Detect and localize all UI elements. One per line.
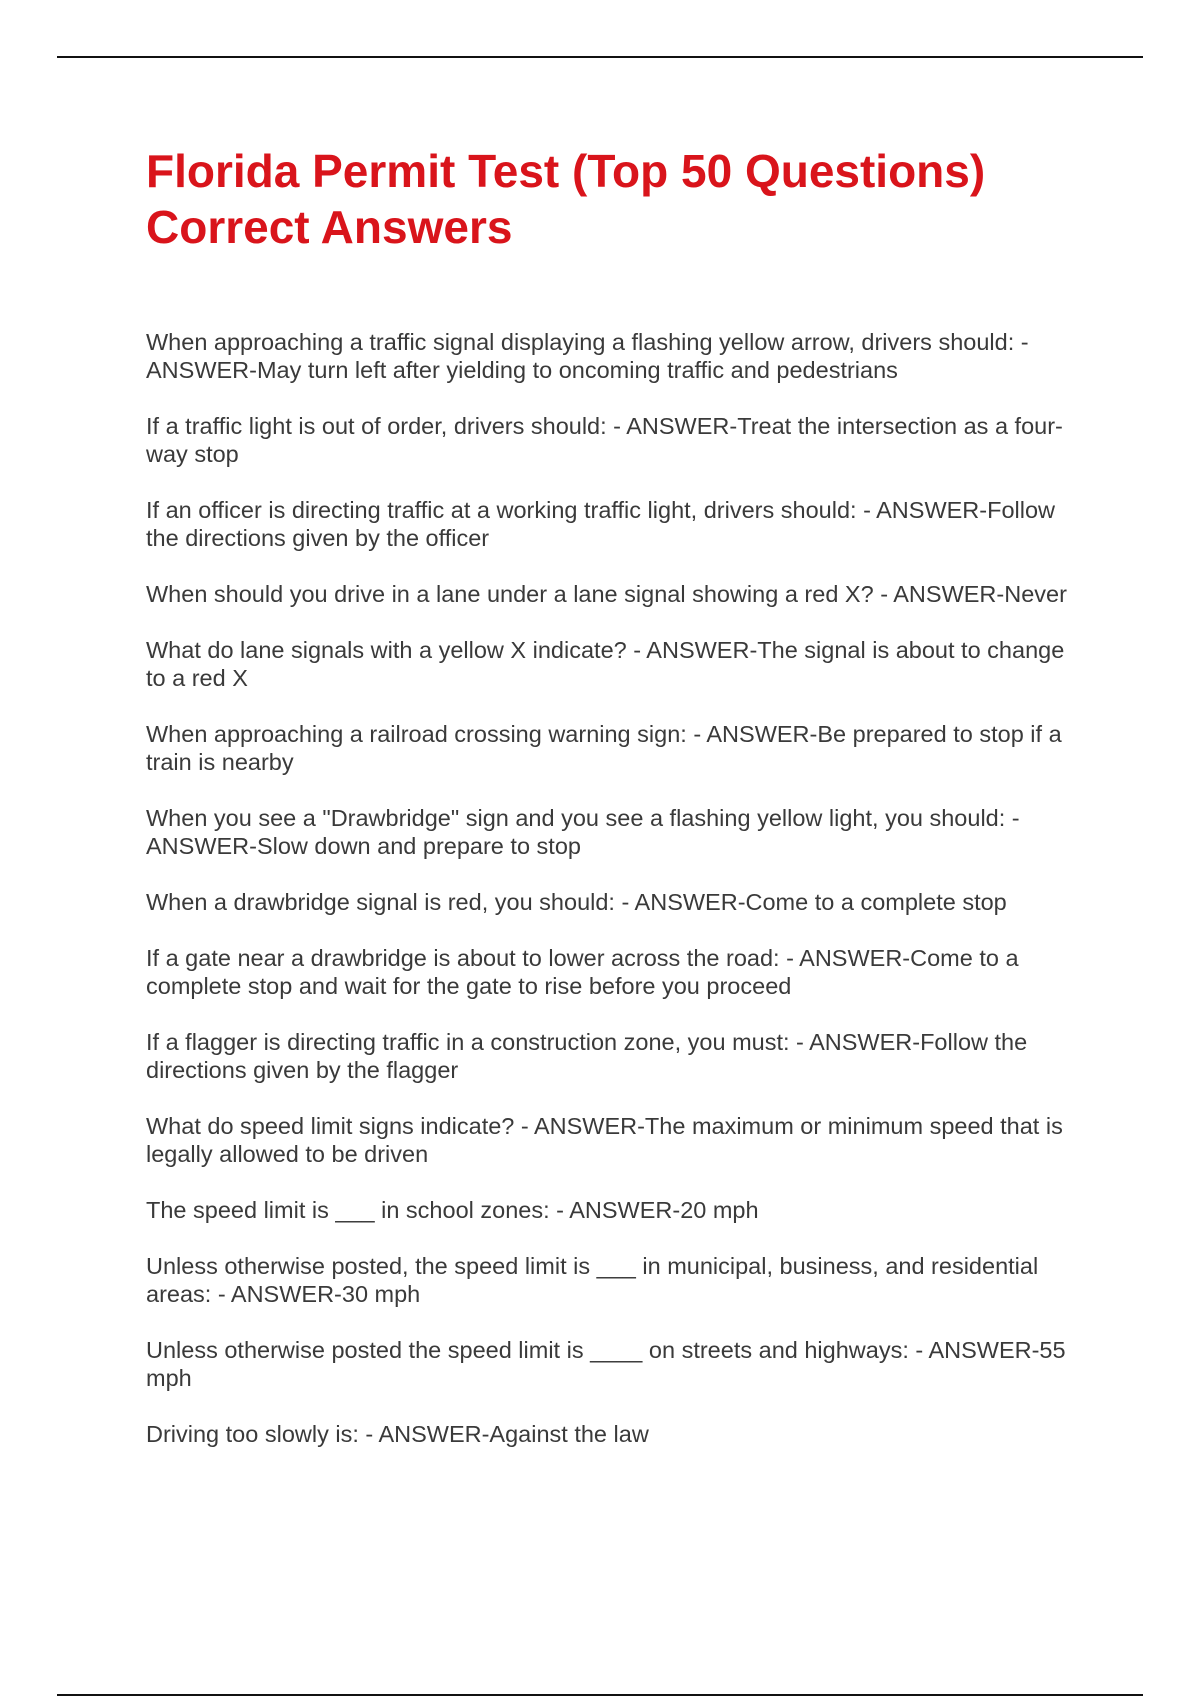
top-rule bbox=[57, 56, 1143, 58]
qa-item: Driving too slowly is: - ANSWER-Against the law bbox=[146, 1421, 649, 1447]
qa-item: When approaching a traffic signal displaying a flashing yellow arrow, drivers should: - ANSWER-May turn left after yielding to oncoming traffic and pedestrians bbox=[146, 329, 1029, 383]
qa-item: If an officer is directing traffic at a working traffic light, drivers should: - ANSWER-Follow the directions given by the officer bbox=[146, 497, 1056, 551]
qa-item: The speed limit is ___ in school zones: - ANSWER-20 mph bbox=[146, 1197, 759, 1223]
qa-item: When you see a "Drawbridge" sign and you see a flashing yellow light, you should: - ANSWER-Slow down and prepare to stop bbox=[146, 805, 1020, 859]
qa-item: When a drawbridge signal is red, you should: - ANSWER-Come to a complete stop bbox=[146, 889, 1007, 915]
qa-item: When should you drive in a lane under a lane signal showing a red X? - ANSWER-Never bbox=[146, 581, 1067, 607]
document-title: Florida Permit Test (Top 50 Questions) Correct Answers bbox=[146, 145, 986, 253]
qa-list bbox=[146, 328, 1076, 1448]
qa-item: If a traffic light is out of order, drivers should: - ANSWER-Treat the intersection as a four-way stop bbox=[146, 413, 1063, 467]
qa-item: When approaching a railroad crossing warning sign: - ANSWER-Be prepared to stop if a train is nearby bbox=[146, 721, 1062, 775]
bottom-rule bbox=[57, 1694, 1143, 1696]
qa-item: Unless otherwise posted, the speed limit is ___ in municipal, business, and residential areas: - ANSWER-30 mph bbox=[146, 1253, 1039, 1307]
qa-item: What do speed limit signs indicate? - ANSWER-The maximum or minimum speed that is legally allowed to be driven bbox=[146, 1113, 1063, 1167]
qa-item: What do lane signals with a yellow X indicate? - ANSWER-The signal is about to change to a red X bbox=[146, 637, 1065, 691]
qa-item: If a gate near a drawbridge is about to lower across the road: - ANSWER-Come to a complete stop and wait for the gate to rise before you proceed bbox=[146, 945, 1019, 999]
qa-item: Unless otherwise posted the speed limit is ____ on streets and highways: - ANSWER-55 mph bbox=[146, 1337, 1066, 1391]
qa-item: If a flagger is directing traffic in a construction zone, you must: - ANSWER-Follow the directions given by the flagger bbox=[146, 1029, 1028, 1083]
document-body bbox=[146, 143, 1076, 1476]
